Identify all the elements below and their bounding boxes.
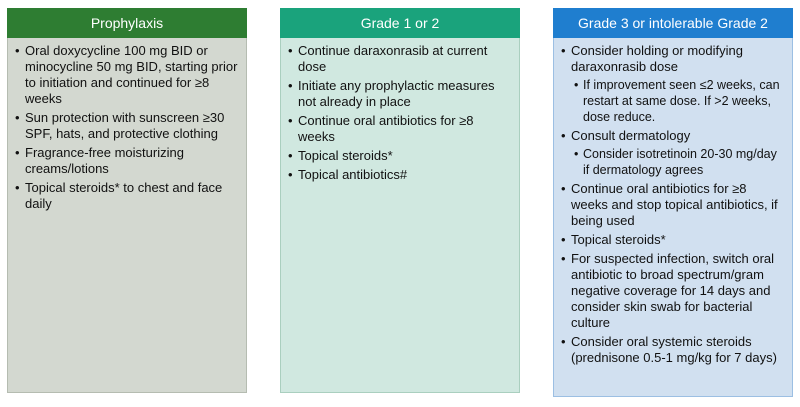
list-item: • Continue daraxonrasib at current dose: [288, 43, 511, 75]
sub-bullet-list: [571, 77, 784, 125]
list-item: • Fragrance-free moisturizing creams/lotions: [15, 145, 238, 177]
list-item: [561, 334, 784, 366]
list-item-text: For suspected infection, switch oral antibiotic to broad spectrum/gram negative coverage for 14 days and consider skin swab for bacterial culture: [571, 251, 775, 330]
sub-list-item: • If improvement seen ≤2 weeks, can restart at same dose. If >2 weeks, dose reduce.: [571, 77, 784, 125]
column-prophylaxis: [7, 8, 247, 393]
column-header-grade-1-2: Grade 1 or 2: [280, 8, 520, 38]
list-item-text: Continue oral antibiotics for ≥8 weeks and stop topical antibiotics, if being used: [571, 181, 778, 228]
list-item: [561, 128, 784, 178]
list-item: [561, 232, 784, 248]
list-item: • Topical steroids* to chest and face daily: [15, 180, 238, 212]
list-item-text: Consider holding or modifying daraxonrasib dose: [571, 43, 743, 74]
bullet-list: [561, 43, 784, 366]
list-item: • Sun protection with sunscreen ≥30 SPF, hats, and protective clothing: [15, 110, 238, 142]
list-item-text: Consider oral systemic steroids (prednisone 0.5-1 mg/kg for 7 days): [571, 334, 777, 365]
sub-list-item: • Consider isotretinoin 20-30 mg/day if dermatology agrees: [571, 146, 784, 178]
list-item: • Topical steroids*: [288, 148, 511, 164]
list-item-text: Consult dermatology: [571, 128, 691, 143]
column-body-grade-3: [553, 38, 793, 397]
list-item: [561, 181, 784, 229]
list-item: • Initiate any prophylactic measures not already in place: [288, 78, 511, 110]
list-item-text: Topical steroids*: [571, 232, 666, 247]
list-item: • Topical antibiotics#: [288, 167, 511, 183]
column-grade-3: [553, 8, 793, 397]
list-item: [561, 251, 784, 331]
column-body-grade-1-2: [280, 38, 520, 393]
column-grade-1-2: [280, 8, 520, 393]
list-item: [561, 43, 784, 125]
column-header-grade-3: Grade 3 or intolerable Grade 2: [553, 8, 793, 38]
sub-bullet-list: [571, 146, 784, 178]
bullet-list: [15, 43, 238, 212]
column-body-prophylaxis: [7, 38, 247, 393]
list-item: • Continue oral antibiotics for ≥8 weeks: [288, 113, 511, 145]
bullet-list: [288, 43, 511, 183]
column-header-prophylaxis: Prophylaxis: [7, 8, 247, 38]
list-item: • Oral doxycycline 100 mg BID or minocycline 50 mg BID, starting prior to initiation and continued for ≥8 weeks: [15, 43, 238, 107]
